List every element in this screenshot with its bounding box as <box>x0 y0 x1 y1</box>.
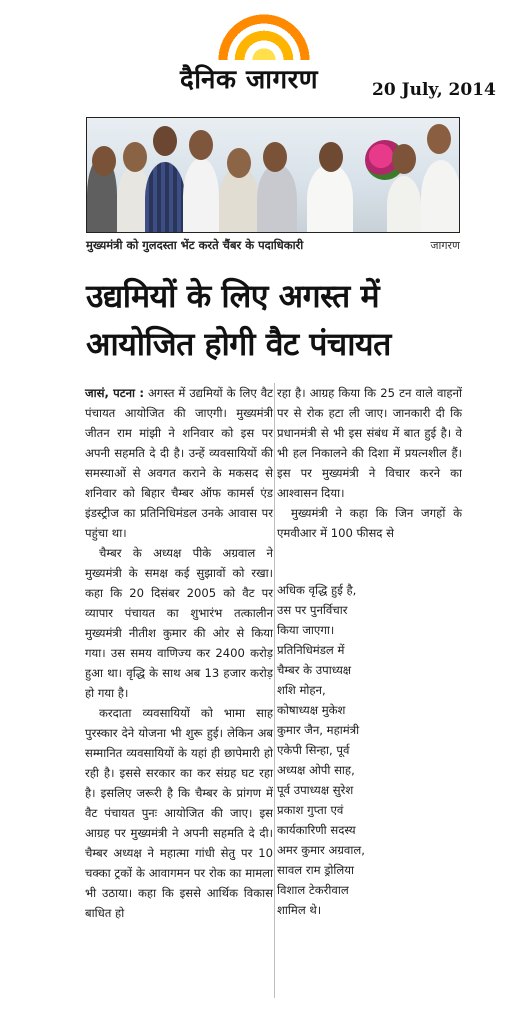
article-paragraph: करदाता व्यवसायियों को भामा साह पुरस्कार देने योजना भी शुरू हुई। लेकिन अब सम्मानित व्यवसायियों के यहां ही छापेमारी हो रही है। इससे सरकार का कर संग्रह घट रहा है। इसलिए जरूरी है कि चैम्बर के प्रांगण में वैट पंचायत पुनः आयोजित की जाए। इस आग्रह पर मुख्यमंत्री ने अपनी सहमति दे दी। चैम्बर अध्यक्ष ने महात्मा गांधी सेतु पर 10 चक्का ट्रकों के आवागमन पर रोक का मामला भी उठाया। कहा कि इससे आर्थिक विकास बाधित हो <box>85 706 273 920</box>
byline: जासं, पटना : <box>85 386 144 400</box>
person-head <box>263 142 287 172</box>
person-head <box>319 142 343 172</box>
person-head <box>392 144 416 174</box>
person-figure <box>145 162 185 233</box>
headline-line-1: उद्यमियों के लिए अगस्त में <box>86 277 380 315</box>
person-figure <box>421 160 460 233</box>
person-head <box>123 142 147 172</box>
person-figure <box>257 164 297 233</box>
person-head <box>153 126 177 156</box>
article-paragraph: मुख्यमंत्री ने कहा कि जिन जगहों के एमवीआर में 100 फीसद से <box>277 506 462 540</box>
photo-caption-row <box>86 236 460 256</box>
photo-credit: जागरण <box>430 239 460 252</box>
person-head <box>189 130 213 160</box>
news-photo <box>86 117 460 233</box>
article-paragraph: प्रतिनिधिमंडल में चैम्बर के उपाध्यक्ष शशि मोहन, कोषाध्यक्ष मुकेश कुमार जैन, महामंत्री एकेपी सिन्हा, पूर्व अध्यक्ष ओपी साह, पूर्व उपाध्यक्ष सुरेश प्रकाश गुप्ता एवं कार्यकारिणी सदस्य अमर कुमार अग्रवाल, सावल राम ड्रोलिया विशाल टेकरीवाल शामिल थे। <box>277 643 365 917</box>
article-paragraph: रहा है। आग्रह किया कि 25 टन वाले वाहनों पर से रोक हटा ली जाए। जानकारी दी कि प्रधानमंत्री से भी इस संबंध में बात हुई है। वे भी हल निकालने की दिशा में प्रयत्नशील हैं। इस पर मुख्यमंत्री ने विचार करने का आश्वासन दिया। <box>277 386 462 500</box>
article-column-1 <box>85 383 273 923</box>
photo-caption: मुख्यमंत्री को गुलदस्ता भेंट करते चैंबर के पदाधिकारी <box>86 238 304 252</box>
article-paragraph: अधिक वृद्धि हुई है, उस पर पुनर्विचार किया जाएगा। <box>277 583 357 637</box>
person-figure <box>307 164 353 233</box>
person-figure <box>183 158 219 233</box>
newspaper-name: दैनिक जागरण <box>180 65 319 95</box>
article-headline <box>86 272 466 368</box>
person-figure <box>387 176 421 233</box>
column-divider <box>274 383 275 998</box>
sun-logo-icon <box>218 14 310 60</box>
person-head <box>227 148 251 178</box>
paragraph-text: अगस्त में उद्यमियों के लिए वैट पंचायत आयोजित की जाएगी। मुख्यमंत्री जीतन राम मांझी ने शनिवार को इस पर अपनी सहमति दे दी है। उन्हें व्यवसायियों की समस्याओं से अवगत कराने के मकसद से शनिवार को बिहार चैम्बर ऑफ कामर्स एंड इंडस्ट्रीज का प्रतिनिधिमंडल उनके आवास पर पहुंचा था। <box>85 386 273 540</box>
article-column-2 <box>277 383 462 543</box>
person-head <box>92 146 116 176</box>
article-paragraph: चैम्बर के अध्यक्ष पीके अग्रवाल ने मुख्यमंत्री के समक्ष कई सुझावों को रखा। कहा कि 20 दिसंबर 2005 को वैट पर व्यापार पंचायत का शुभारंभ तत्कालीन मुख्यमंत्री नीतीश कुमार की ओर से किया गया। उस समय वाणिज्य कर 2400 करोड़ हुआ था। वृद्धि के साथ अब 13 हजार करोड़ हो गया है। <box>85 546 273 700</box>
headline-line-2: आयोजित होगी वैट पंचायत <box>86 325 391 363</box>
article-column-3 <box>277 580 365 920</box>
publication-date: 20 July, 2014 <box>372 80 496 100</box>
person-head <box>427 124 451 154</box>
masthead <box>0 0 529 112</box>
article-paragraph <box>85 383 273 543</box>
